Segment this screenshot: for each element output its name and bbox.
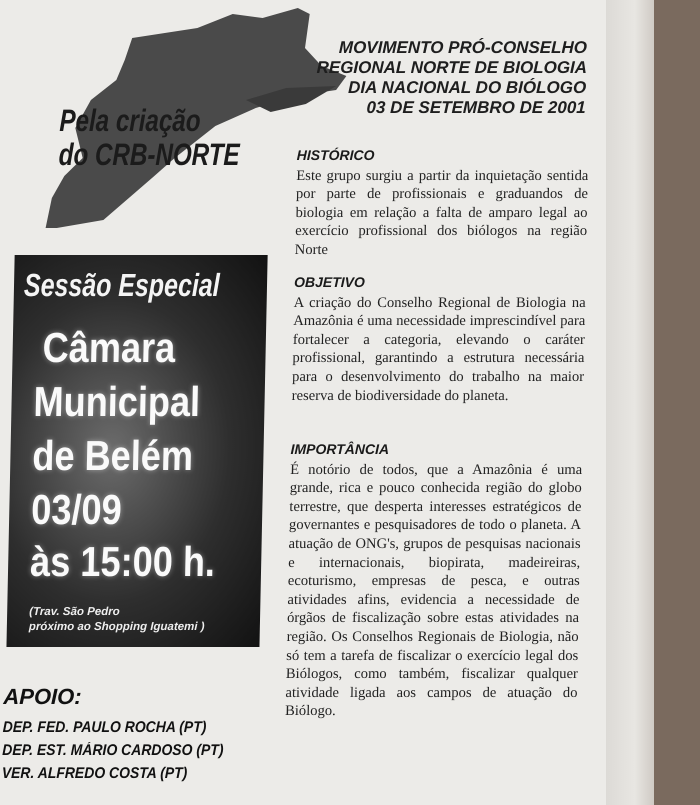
address-line: (Trav. São Pedro xyxy=(29,606,120,618)
section-heading: OBJETIVO xyxy=(293,274,366,290)
address-line: próximo ao Shopping Iguatemi ) xyxy=(28,621,205,633)
special-session-box xyxy=(6,255,267,647)
headline-line: Pela criação xyxy=(59,103,201,138)
section-heading: IMPORTÂNCIA xyxy=(290,441,390,457)
session-line: de Belém xyxy=(31,432,194,479)
event-title-line: 03 DE SETEMBRO DE 2001 xyxy=(366,98,586,117)
section-objetivo xyxy=(292,273,587,405)
session-line: às 15:00 h. xyxy=(29,538,216,585)
session-line: Municipal xyxy=(33,378,201,425)
supporter: DEP. FED. PAULO ROCHA (PT) xyxy=(2,719,207,736)
session-address xyxy=(29,605,268,635)
supporter: DEP. EST. MÁRIO CARDOSO (PT) xyxy=(2,742,224,759)
headline xyxy=(58,103,241,172)
section-historico xyxy=(295,146,589,260)
page-edge xyxy=(606,0,654,805)
section-text: A criação do Conselho Regional de Biologia na Amazônia é uma necessidade imprescindível para fortalecer a categoria, elevando o caráter profissional, garantindo a estrutura necessária para o desenvolvimento do trabalho na maior reserva de biodiversidade do planeta. xyxy=(291,294,586,404)
event-title-line: DIA NACIONAL DO BIÓLOGO xyxy=(347,78,587,97)
event-title xyxy=(316,38,588,118)
apoio-label: APOIO: xyxy=(3,684,82,709)
event-title-line: REGIONAL NORTE DE BIOLOGIA xyxy=(316,58,588,77)
section-text: É notório de todos, que a Amazônia é uma grande, rica e pouco conhecida região do globo terrestre, que desperta interesses estratégicos de governantes e pesquisadores de todo o planeta. A atuação de ONG's, grupos de pesquisas nacionais e internacionais, biopirata, madeireiras, ecoturismo, empresas de pesca, e outras atividades afins, evidencia a necessidade de órgãos de fiscalização sobre estas atividades na região. Os Conselhos Regionais de Biologia, não só tem a tarefa de fiscalizar o exercício legal dos Biólogos, como também, fiscalizar qualquer atividade ligada aos campos de atuação do Biólogo. xyxy=(284,461,583,720)
section-heading: HISTÓRICO xyxy=(296,147,375,163)
section-text: Este grupo surgiu a partir da inquietação sentida por parte de profissionais e graduandos de biologia em relação a falta de amparo legal ao exercício profissional dos biólogos na região Norte xyxy=(294,167,589,258)
section-importancia xyxy=(285,440,583,721)
apoio-block xyxy=(2,684,284,785)
supporter: VER. ALFREDO COSTA (PT) xyxy=(1,765,188,782)
headline-line: do CRB-NORTE xyxy=(58,137,241,172)
session-title: Sessão Especial xyxy=(23,267,221,303)
session-line: 03/09 xyxy=(30,486,123,533)
session-line: Câmara xyxy=(42,324,176,371)
event-title-line: MOVIMENTO PRÓ-CONSELHO xyxy=(338,38,588,57)
